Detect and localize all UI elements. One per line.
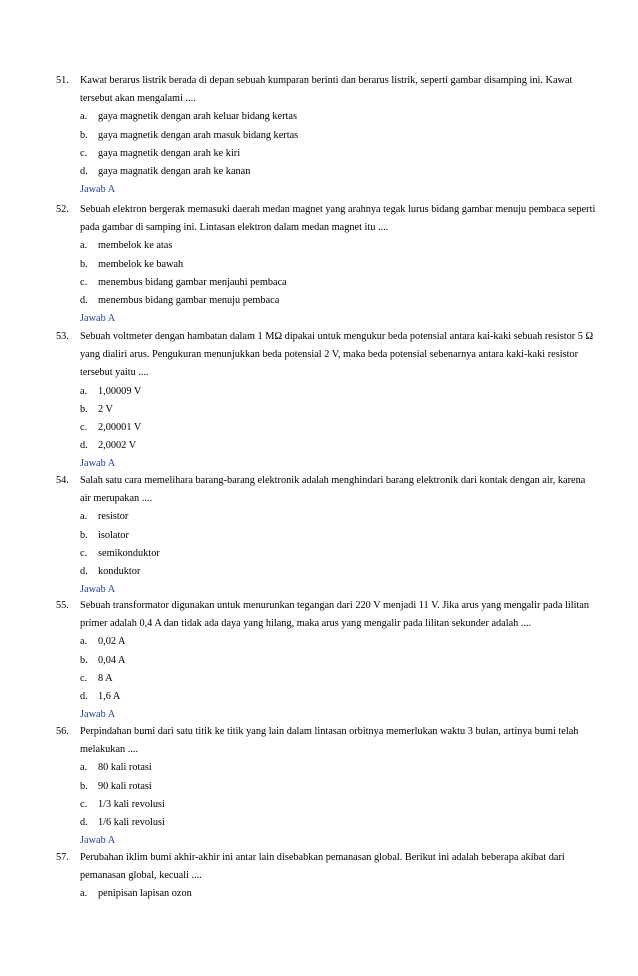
option-text: 1/6 kali revolusi	[98, 817, 165, 829]
option-c	[80, 796, 596, 814]
option-d	[80, 814, 596, 832]
option-d	[80, 688, 596, 706]
option-text: 1,00009 V	[98, 385, 142, 397]
option-letter: b.	[80, 654, 88, 666]
question-text: Sebuah elektron bergerak memasuki daerah medan magnet yang arahnya tegak lurus bidang gambar menuju pembaca seperti pada gambar di samping ini. Lintasan elektron dalam medan magnet itu ....	[80, 204, 596, 234]
question-number: 52.	[56, 204, 69, 215]
option-c	[80, 670, 596, 688]
option-letter: b.	[80, 780, 88, 792]
option-b	[80, 256, 596, 274]
option-letter: d.	[80, 295, 88, 307]
option-letter: d.	[80, 817, 88, 829]
option-letter: c.	[80, 147, 88, 159]
question-text: Perpindahan bumi dari satu titik ke titik yang lain dalam lintasan orbitnya memerlukan waktu 3 bulan, artinya bumi telah melakukan ....	[80, 726, 579, 756]
option-letter: d.	[80, 166, 88, 178]
option-text: 1,6 A	[98, 691, 121, 703]
option-a	[80, 237, 596, 255]
option-letter: b.	[80, 129, 88, 141]
options-list	[80, 108, 596, 181]
options-list	[80, 633, 596, 706]
option-letter: c.	[80, 672, 88, 684]
option-letter: a.	[80, 888, 88, 900]
option-letter: b.	[80, 258, 88, 270]
option-text: 8 A	[98, 672, 113, 684]
option-text: 0,02 A	[98, 636, 126, 648]
option-b	[80, 401, 596, 419]
option-text: 2,00001 V	[98, 422, 142, 434]
question-57	[56, 849, 596, 904]
option-text: gaya magnatik dengan arah ke kanan	[98, 166, 251, 178]
option-a	[80, 383, 596, 401]
options-list	[80, 383, 596, 456]
option-d	[80, 437, 596, 455]
question-text: Sebuah voltmeter dengan hambatan dalam 1 MΩ dipakai untuk mengukur beda potensial antara kai-kaki sebuah resistor 5 Ω yang dialiri arus. Pengukuran menunjukkan beda potensial 2 V, maka beda potensial sebenarnya antara kaki-kaki resistor tersebut yaitu ....	[80, 331, 594, 379]
option-text: menembus bidang gambar menjauhi pembaca	[98, 276, 287, 288]
option-text: konduktor	[98, 566, 141, 578]
option-text: 90 kali rotasi	[98, 780, 152, 792]
option-letter: a.	[80, 762, 88, 774]
option-letter: c.	[80, 547, 88, 559]
option-letter: d.	[80, 566, 88, 578]
option-text: membelok ke bawah	[98, 258, 184, 270]
answer-key: Jawab A	[80, 184, 116, 196]
question-number: 51.	[56, 75, 69, 86]
answer-key: Jawab A	[80, 313, 116, 325]
option-letter: a.	[80, 385, 88, 397]
option-letter: a.	[80, 511, 88, 523]
answer-key: Jawab A	[80, 709, 116, 721]
question-text: Kawat berarus listrik berada di depan sebuah kumparan berinti dan berarus listrik, seperti gambar disamping ini. Kawat tersebut akan mengalami ....	[80, 75, 573, 105]
option-b	[80, 127, 596, 145]
option-c	[80, 419, 596, 437]
option-letter: d.	[80, 691, 88, 703]
question-number: 56.	[56, 726, 69, 737]
options-list	[80, 237, 596, 310]
option-text: isolator	[98, 529, 129, 541]
question-number: 57.	[56, 852, 69, 863]
option-text: 1/3 kali revolusi	[98, 798, 165, 810]
option-letter: d.	[80, 440, 88, 452]
option-text: 2,0002 V	[98, 440, 137, 452]
option-letter: c.	[80, 798, 88, 810]
question-number: 54.	[56, 475, 69, 486]
option-letter: c.	[80, 276, 88, 288]
option-letter: a.	[80, 636, 88, 648]
answer-key: Jawab A	[80, 584, 116, 596]
option-letter: b.	[80, 529, 88, 541]
option-a	[80, 108, 596, 126]
question-56	[56, 723, 596, 850]
question-text: Salah satu cara memelihara barang-barang elektronik adalah menghindari barang elektronik dari kontak dengan air, karena air merupakan ....	[80, 475, 586, 505]
option-a	[80, 885, 596, 903]
options-list	[80, 759, 596, 832]
option-text: gaya magnetik dengan arah ke kiri	[98, 147, 241, 159]
option-letter: a.	[80, 111, 88, 123]
option-text: menembus bidang gambar menuju pembaca	[98, 295, 280, 307]
question-55	[56, 597, 596, 724]
option-a	[80, 508, 596, 526]
question-54	[56, 472, 596, 599]
option-d	[80, 563, 596, 581]
question-text: Sebuah transformator digunakan untuk menurunkan tegangan dari 220 V menjadi 11 V. Jika arus yang mengalir pada lilitan primer adalah 0,4 A dan tidak ada daya yang hilang, maka arus yang mengalir pada lilitan sekunder adalah ....	[80, 600, 590, 630]
option-text: gaya magnetik dengan arah keluar bidang kertas	[98, 111, 297, 123]
option-text: penipisan lapisan ozon	[98, 888, 192, 900]
option-b	[80, 778, 596, 796]
option-b	[80, 527, 596, 545]
options-list	[80, 508, 596, 581]
option-text: 80 kali rotasi	[98, 762, 152, 774]
option-text: gaya magnetik dengan arah masuk bidang kertas	[98, 129, 299, 141]
option-text: resistor	[98, 511, 129, 523]
answer-key: Jawab A	[80, 458, 116, 470]
question-number: 55.	[56, 600, 69, 611]
option-c	[80, 545, 596, 563]
question-52	[56, 201, 596, 328]
option-a	[80, 759, 596, 777]
option-d	[80, 292, 596, 310]
option-a	[80, 633, 596, 651]
option-c	[80, 145, 596, 163]
option-c	[80, 274, 596, 292]
question-number: 53.	[56, 331, 69, 342]
option-letter: c.	[80, 422, 88, 434]
option-text: 0,04 A	[98, 654, 126, 666]
option-text: semikonduktor	[98, 547, 160, 559]
answer-key: Jawab A	[80, 835, 116, 847]
question-53	[56, 328, 596, 474]
option-b	[80, 652, 596, 670]
options-list	[80, 885, 596, 903]
question-51	[56, 72, 596, 199]
option-text: membelok ke atas	[98, 240, 173, 252]
question-text: Perubahan iklim bumi akhir-akhir ini antar lain disebabkan pemanasan global. Berikut ini adalah beberapa akibat dari pemanasan global, kecuali ....	[80, 852, 565, 882]
option-letter: b.	[80, 403, 88, 415]
option-d	[80, 163, 596, 181]
option-text: 2 V	[98, 403, 113, 415]
option-letter: a.	[80, 240, 88, 252]
